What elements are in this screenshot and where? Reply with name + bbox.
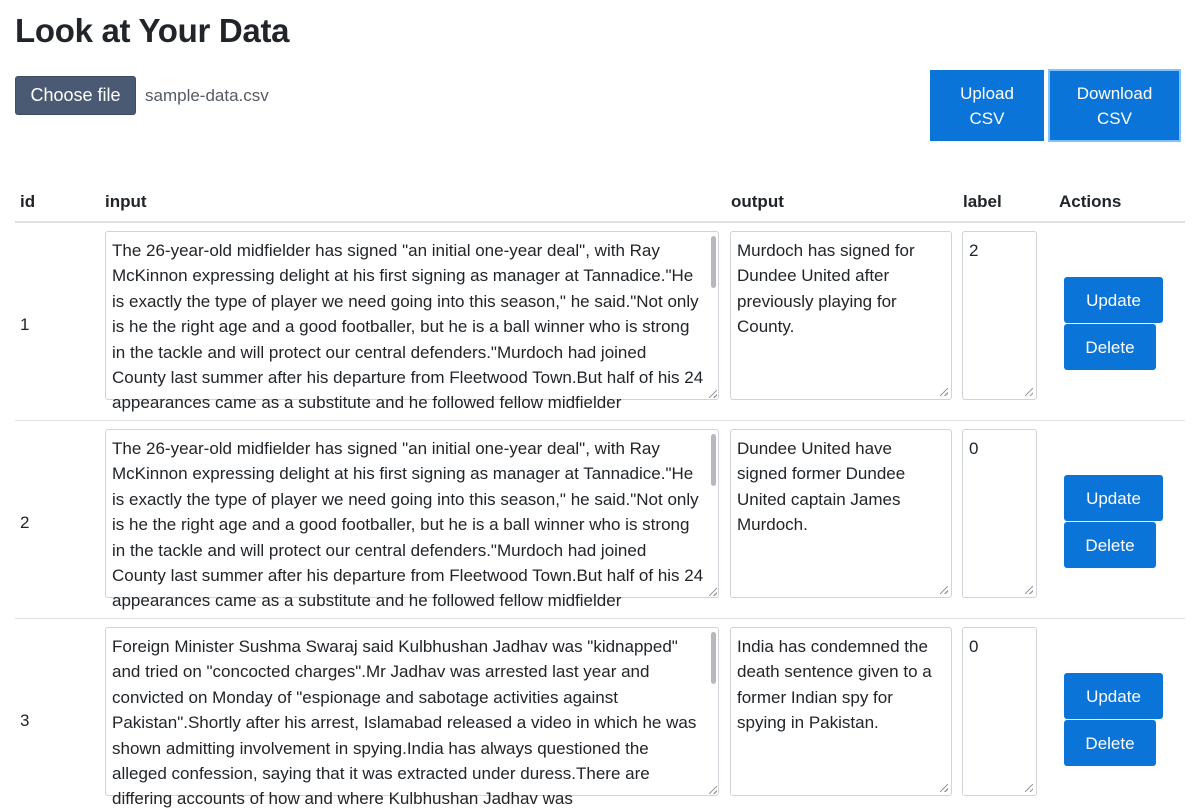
input-textarea[interactable]: The 26-year-old midfielder has signed "an initial one-year deal", with Ray McKinnon expressing delight at his first signing as manager at Tannadice."He is exactly the type of player we need going into this season," he said."Not only is he the right age and a good footballer, but he is a ball winner who is strong in the tackle and will protect our central defenders."Murdoch had joined County last summer after his departure from Fleetwood Town.But half of his 24 appearances came as a substitute and he followed fellow midfielder [105, 231, 719, 400]
row-id: 2 [20, 513, 30, 532]
page-title: Look at Your Data [15, 12, 290, 49]
choose-file-button[interactable]: Choose file [15, 76, 136, 115]
label-textarea[interactable]: 0 [962, 627, 1037, 796]
row-divider [15, 618, 1185, 619]
upload-csv-button[interactable]: Upload CSV [930, 70, 1044, 141]
resize-grip-icon[interactable] [1025, 784, 1035, 794]
row-divider [15, 420, 1185, 421]
column-header-input: input [105, 192, 147, 211]
selected-file-name: sample-data.csv [145, 86, 269, 105]
output-textarea[interactable]: India has condemned the death sentence given to a former Indian spy for spying in Pakistan. [730, 627, 952, 796]
column-header-label: label [963, 192, 1002, 211]
header-divider [15, 221, 1185, 223]
download-csv-button[interactable]: Download CSV [1048, 69, 1181, 142]
resize-grip-icon[interactable] [940, 586, 950, 596]
delete-button[interactable]: Delete [1064, 720, 1156, 766]
delete-button[interactable]: Delete [1064, 324, 1156, 370]
resize-grip-icon[interactable] [1025, 586, 1035, 596]
column-header-actions: Actions [1059, 192, 1122, 211]
label-textarea[interactable]: 0 [962, 429, 1037, 598]
resize-grip-icon[interactable] [940, 388, 950, 398]
label-textarea[interactable]: 2 [962, 231, 1037, 400]
row-id: 3 [20, 711, 30, 730]
input-textarea[interactable]: Foreign Minister Sushma Swaraj said Kulbhushan Jadhav was "kidnapped" and tried on "concocted charges".Mr Jadhav was arrested last year and convicted on Monday of "espionage and sabotage activities against Pakistan".Shortly after his arrest, Islamabad released a video in which he was shown admitting involvement in spying.India has always questioned the alleged confession, saying that it was extracted under duress.There are differing accounts of how and where Kulbhushan Jadhav was [105, 627, 719, 796]
output-textarea[interactable]: Murdoch has signed for Dundee United after previously playing for County. [730, 231, 952, 400]
update-button[interactable]: Update [1064, 277, 1163, 323]
input-textarea[interactable]: The 26-year-old midfielder has signed "an initial one-year deal", with Ray McKinnon expressing delight at his first signing as manager at Tannadice."He is exactly the type of player we need going into this season," he said."Not only is he the right age and a good footballer, but he is a ball winner who is strong in the tackle and will protect our central defenders."Murdoch had joined County last summer after his departure from Fleetwood Town.But half of his 24 appearances came as a substitute and he followed fellow midfielder [105, 429, 719, 598]
update-button[interactable]: Update [1064, 475, 1163, 521]
update-button[interactable]: Update [1064, 673, 1163, 719]
column-header-id: id [20, 192, 36, 211]
resize-grip-icon[interactable] [940, 784, 950, 794]
delete-button[interactable]: Delete [1064, 522, 1156, 568]
column-header-output: output [731, 192, 784, 211]
output-textarea[interactable]: Dundee United have signed former Dundee United captain James Murdoch. [730, 429, 952, 598]
row-id: 1 [20, 315, 30, 334]
resize-grip-icon[interactable] [1025, 388, 1035, 398]
